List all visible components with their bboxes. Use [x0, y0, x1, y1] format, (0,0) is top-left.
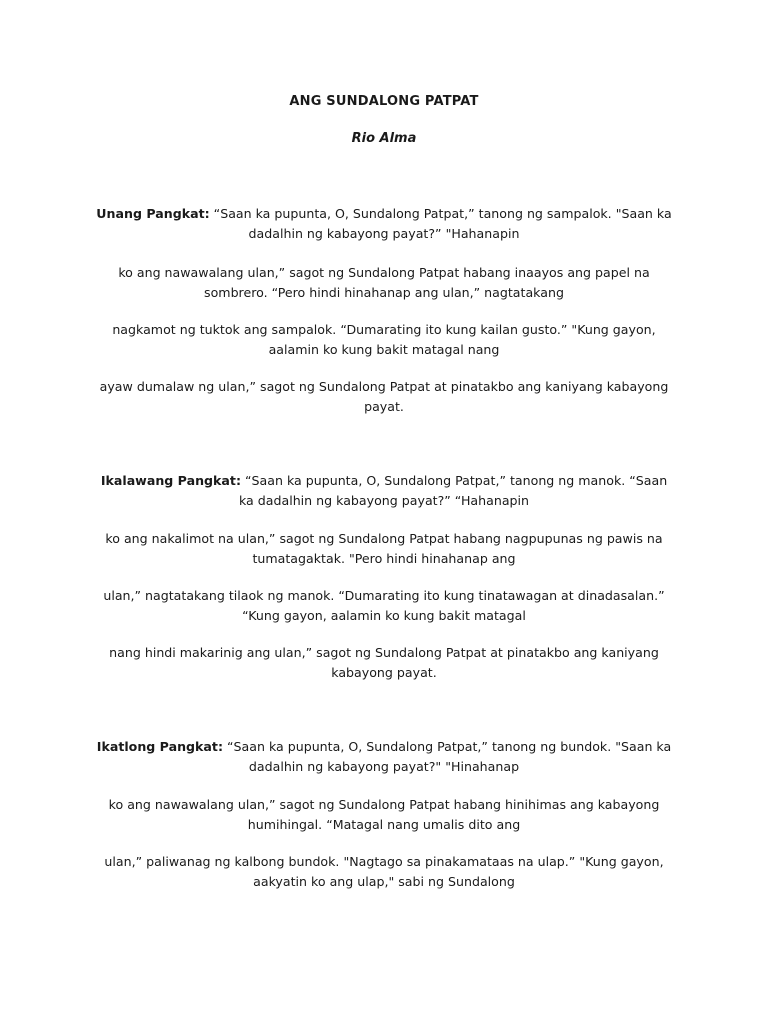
- section-label: Ikatlong Pangkat:: [96, 739, 223, 754]
- text-line: ka dadalhin ng kabayong payat?” “Hahanapin: [238, 493, 530, 508]
- text-segment: “Saan ka pupunta, O, Sundalong Patpat,” tanong ng sampalok. "Saan ka: [213, 206, 672, 221]
- section-2-paragraph-3: [90, 586, 678, 626]
- section-3-paragraph-1: [90, 737, 678, 777]
- section-1-paragraph-1: [90, 204, 678, 244]
- text-line: payat.: [364, 399, 404, 414]
- text-line: nagkamot ng tuktok ang sampalok. “Dumarating ito kung kailan gusto.” "Kung gayon,: [112, 322, 656, 337]
- section-2-paragraph-2: [90, 529, 678, 569]
- text-line: aalamin ko kung bakit matagal nang: [268, 342, 500, 357]
- text-line: “Kung gayon, aalamin ko kung bakit matagal: [242, 608, 526, 623]
- section-2-paragraph-4: [90, 643, 678, 683]
- text-line: ayaw dumalaw ng ulan,” sagot ng Sundalong Patpat at pinatakbo ang kaniyang kabayong: [99, 379, 669, 394]
- section-1-paragraph-4: [90, 377, 678, 417]
- section-2-paragraph-1: [90, 471, 678, 511]
- section-1-paragraph-3: [90, 320, 678, 360]
- text-line: dadalhin ng kabayong payat?” "Hahanapin: [248, 226, 520, 241]
- text-line: ulan,” paliwanag ng kalbong bundok. "Nagtago sa pinakamataas na ulap.” "Kung gayon,: [104, 854, 664, 869]
- text-line: ko ang nawawalang ulan,” sagot ng Sundalong Patpat habang inaayos ang papel na: [118, 265, 650, 280]
- text-line: ko ang nawawalang ulan,” sagot ng Sundalong Patpat habang hinihimas ang kabayong: [108, 797, 660, 812]
- text-line: nang hindi makarinig ang ulan,” sagot ng Sundalong Patpat at pinatakbo ang kaniyang: [109, 645, 659, 660]
- section-1-paragraph-2: [90, 263, 678, 303]
- text-line: dadalhin ng kabayong payat?" "Hinahanap: [248, 759, 520, 774]
- text-line: kabayong payat.: [331, 665, 437, 680]
- text-line: [90, 737, 678, 757]
- document-title: ANG SUNDALONG PATPAT: [289, 94, 479, 109]
- text-segment: “Saan ka pupunta, O, Sundalong Patpat,” tanong ng bundok. "Saan ka: [227, 739, 672, 754]
- section-3-paragraph-2: [90, 795, 678, 835]
- text-line: humihingal. “Matagal nang umalis dito ang: [247, 817, 521, 832]
- section-label: Ikalawang Pangkat:: [100, 473, 241, 488]
- text-line: sombrero. “Pero hindi hinahanap ang ulan,” nagtatakang: [204, 285, 564, 300]
- text-line: ko ang nakalimot na ulan,” sagot ng Sundalong Patpat habang nagpupunas ng pawis na: [105, 531, 663, 546]
- text-segment: “Saan ka pupunta, O, Sundalong Patpat,” tanong ng manok. “Saan: [245, 473, 668, 488]
- section-label: Unang Pangkat:: [96, 206, 210, 221]
- text-line: tumatagaktak. "Pero hindi hinahanap ang: [252, 551, 516, 566]
- text-line: aakyatin ko ang ulap," sabi ng Sundalong: [253, 874, 515, 889]
- text-line: [90, 204, 678, 224]
- text-line: [90, 471, 678, 491]
- text-line: ulan,” nagtatakang tilaok ng manok. “Dumarating ito kung tinatawagan at dinadasalan.”: [103, 588, 665, 603]
- document-author: Rio Alma: [351, 131, 417, 146]
- section-3-paragraph-3: [90, 852, 678, 892]
